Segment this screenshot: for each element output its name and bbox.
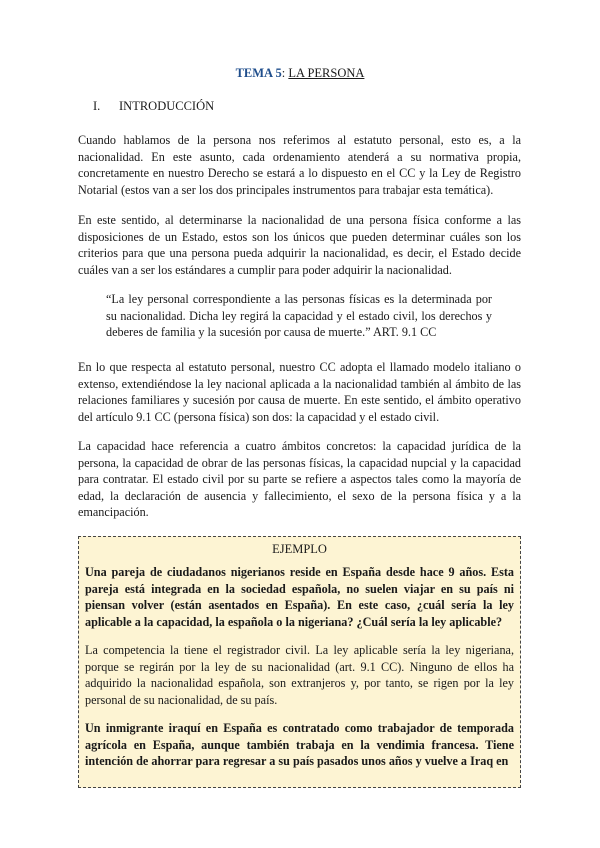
page-title: [0, 66, 600, 81]
example-box: [78, 536, 521, 788]
paragraph-3: En lo que respecta al estatuto personal, nuestro CC adopta el llamado modelo italiano o extenso, extendiéndose la ley nacional aplicada a la nacionalidad también al ámbito de las relaciones familiares y sucesión por causa de muerte. En este sentido, el ámbito operativo del artículo 9.1 CC (persona física) son dos: la capacidad y el estado civil.: [78, 360, 521, 424]
section-title: INTRODUCCIÓN: [119, 99, 215, 113]
example-case-1-answer: La competencia la tiene el registrador civil. La ley aplicable sería la ley nigeriana, porque se regirán por la ley de su nacionalidad (art. 9.1 CC). Ninguno de ellos ha adquirido la nacionalidad española, son extranjeros y, por tanto, se rigen por la ley personal de su nacionalidad, de su país.: [85, 643, 514, 707]
section-heading: [93, 99, 214, 114]
paragraph-2: En este sentido, al determinarse la nacionalidad de una persona física conforme a las disposiciones de un Estado, estos son los únicos que pueden determinar cuáles son los criterios para que una persona pueda adquirir la nacionalidad, es decir, el Estado decide cuáles van a ser los estándares a cumplir para poder adquirir la nacionalidad.: [78, 213, 521, 277]
example-heading: EJEMPLO: [272, 542, 327, 556]
topic-number: TEMA 5: [235, 66, 282, 80]
paragraph-4: La capacidad hace referencia a cuatro ámbitos concretos: la capacidad jurídica de la persona, la capacidad de obrar de las personas físicas, la capacidad nupcial y la capacidad para contratar. El estado civil por su parte se refiere a aspectos tales como la mayoría de edad, la declaración de ausencia y fallecimiento, el sexo de la persona física y a la emancipación.: [78, 439, 521, 519]
title-separator: :: [281, 66, 289, 80]
paragraph-1: Cuando hablamos de la persona nos referimos al estatuto personal, esto es, a la nacionalidad. En este asunto, cada ordenamiento atenderá a su normativa propia, concretamente en nuestro Derecho se estará a lo dispuesto en el CC y la Ley de Registro Notarial (estos van a ser los dos principales instrumentos para trabajar esta temática).: [78, 133, 521, 197]
example-case-1-question: Una pareja de ciudadanos nigerianos reside en España desde hace 9 años. Esta pareja está integrada en la sociedad española, no suelen viajar en su país ni piensan volver (están asentados en España). En este caso, ¿cuál sería la ley aplicable a la capacidad, la española o la nigeriana? ¿Cuál sería la ley aplicable?: [85, 565, 514, 629]
topic-name: LA PERSONA: [288, 66, 365, 80]
section-numeral: I.: [93, 99, 101, 113]
legal-quote: “La ley personal correspondiente a las personas físicas es la determinada por su nacionalidad. Dicha ley regirá la capacidad y el estado civil, los derechos y deberes de familia y la sucesión por causa de muerte.” ART. 9.1 CC: [106, 292, 492, 339]
example-case-2-question: Un inmigrante iraquí en España es contratado como trabajador de temporada agrícola en España, aunque también trabaja en la vendimia francesa. Tiene intención de ahorrar para regresar a su país pasados unos años y vuelve a Iraq en: [85, 721, 514, 768]
